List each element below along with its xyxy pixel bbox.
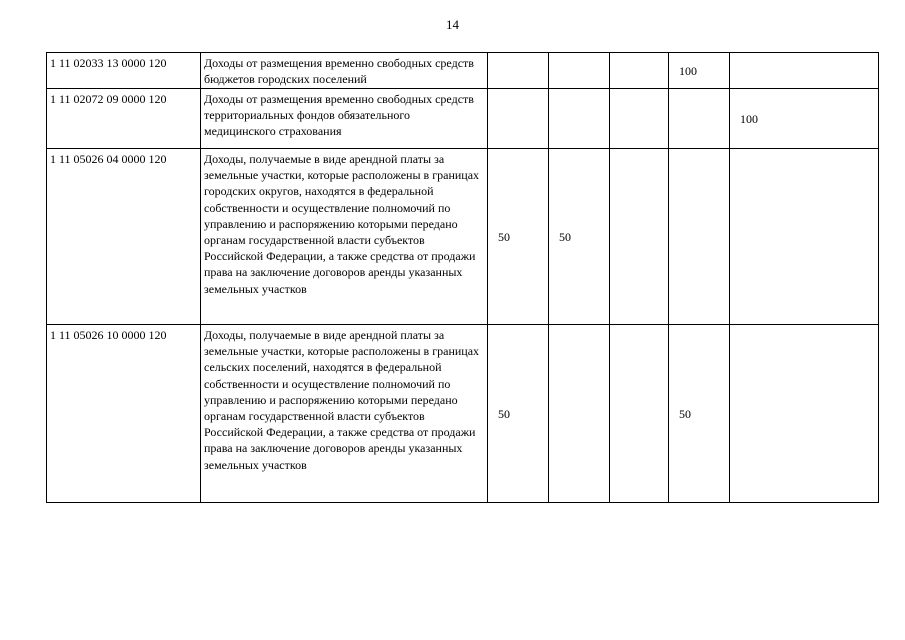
revenue-code-cell: 1 11 02033 13 0000 120 <box>47 53 201 89</box>
revenue-description-cell: Доходы от размещения временно свободных средств территориальных фондов обязательного медицинского страхования <box>201 89 488 149</box>
value-cell-1 <box>488 53 549 89</box>
revenue-distribution-table <box>46 52 879 503</box>
value-cell-5 <box>730 53 879 89</box>
value-cell-4 <box>669 89 730 149</box>
value-cell-2 <box>549 53 610 89</box>
table-row <box>47 325 879 503</box>
value-cell-1 <box>488 89 549 149</box>
revenue-code-cell: 1 11 05026 04 0000 120 <box>47 149 201 325</box>
revenue-code-cell: 1 11 02072 09 0000 120 <box>47 89 201 149</box>
value-cell-3 <box>610 53 669 89</box>
page-number: 14 <box>446 17 459 32</box>
value-cell-4: 50 <box>669 325 730 503</box>
table-row <box>47 53 879 89</box>
table-row <box>47 89 879 149</box>
value-cell-4 <box>669 149 730 325</box>
revenue-description-cell: Доходы от размещения временно свободных средств бюджетов городских поселений <box>201 53 488 89</box>
revenue-description-cell: Доходы, получаемые в виде арендной платы за земельные участки, которые расположены в границах сельских поселений, находятся в федеральной собственности и осуществление полномочий по управлению и распоряжению которыми передано органам государственной власти субъектов Российской Федерации, а также средства от продажи права на заключение договоров аренды указанных земельных участков <box>201 325 488 503</box>
value-cell-1: 50 <box>488 325 549 503</box>
value-cell-3 <box>610 149 669 325</box>
value-cell-1: 50 <box>488 149 549 325</box>
value-cell-4: 100 <box>669 53 730 89</box>
value-cell-5 <box>730 149 879 325</box>
table-row <box>47 149 879 325</box>
value-cell-2 <box>549 325 610 503</box>
value-cell-3 <box>610 325 669 503</box>
value-cell-2 <box>549 89 610 149</box>
value-cell-5 <box>730 325 879 503</box>
revenue-description-cell: Доходы, получаемые в виде арендной платы за земельные участки, которые расположены в границах городских округов, находятся в федеральной собственности и осуществление полномочий по управлению и распоряжению которыми передано органам государственной власти субъектов Российской Федерации, а также средства от продажи права на заключение договоров аренды указанных земельных участков <box>201 149 488 325</box>
value-cell-2: 50 <box>549 149 610 325</box>
value-cell-5: 100 <box>730 89 879 149</box>
value-cell-3 <box>610 89 669 149</box>
revenue-code-cell: 1 11 05026 10 0000 120 <box>47 325 201 503</box>
